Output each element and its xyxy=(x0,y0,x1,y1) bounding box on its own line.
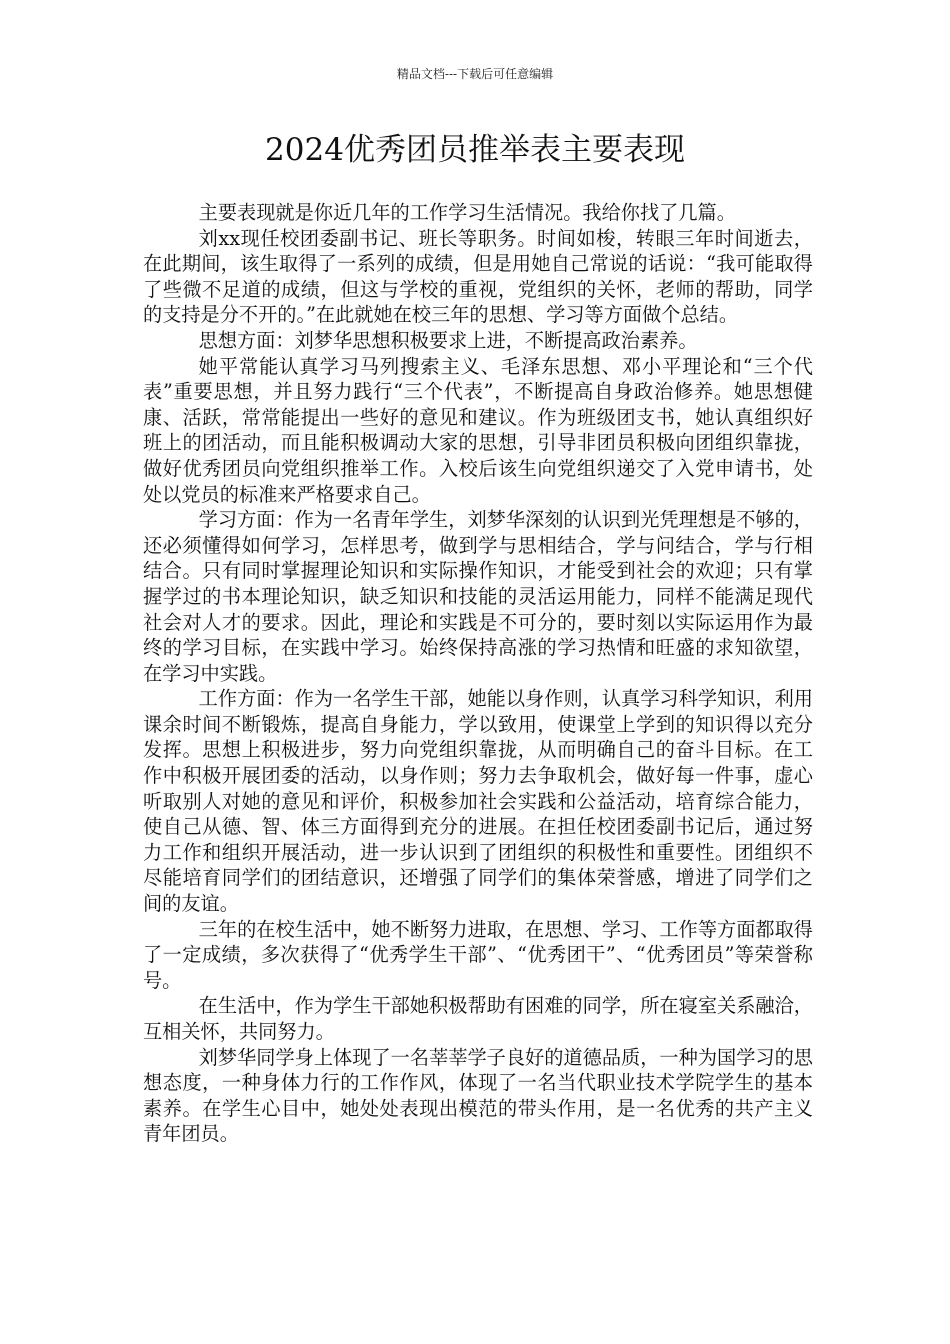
paragraph-study: 学习方面：作为一名青年学生，刘梦华深刻的认识到光凭理想是不够的，还必须懂得如何学习，怎样思考，做到学与思相结合，学与问结合，学与行相结合。只有同时掌握理论知识和实际操作知识，才能受到社会的欢迎；只有掌握学过的书本理论知识，缺乏知识和技能的灵活运用能力，同样不能满足现代社会对人才的要求。因此，理论和实践是不可分的，要时刻以实际运用作为最终的学习目标，在实践中学习。始终保持高涨的学习热情和旺盛的求知欲望，在学习中实践。 xyxy=(143,508,813,685)
paragraph-achievements: 三年的在校生活中，她不断努力进取，在思想、学习、工作等方面都取得了一定成绩，多次获得了“优秀学生干部”、“优秀团干”、“优秀团员”等荣誉称号。 xyxy=(143,917,813,992)
paragraph-life: 在生活中，作为学生干部她积极帮助有困难的同学，所在寝室关系融洽，互相关怀，共同努力。 xyxy=(143,994,813,1043)
document-body xyxy=(143,200,813,1147)
paragraph-overview: 刘xx现任校团委副书记、班长等职务。时间如梭，转眼三年时间逝去，在此期间，该生取得了一系列的成绩，但是用她自己常说的话说：“我可能取得了些微不足道的成绩，但这与学校的重视，党组织的关怀，老师的帮助，同学的支持是分不开的。”在此就她在校三年的思想、学习等方面做个总结。 xyxy=(143,226,813,327)
paragraph-work: 工作方面：作为一名学生干部，她能以身作则，认真学习科学知识，利用课余时间不断锻炼，提高自身能力，学以致用，使课堂上学到的知识得以充分发挥。思想上积极进步，努力向党组织靠拢，从而明确自己的奋斗目标。在工作中积极开展团委的活动，以身作则；努力去争取机会，做好每一件事，虚心听取别人对她的意见和评价，积极参加社会实践和公益活动，培育综合能力，使自己从德、智、体三方面得到充分的进展。在担任校团委副书记后，通过努力工作和组织开展活动，进一步认识到了团组织的积极性和重要性。团组织不尽能培育同学们的团结意识，还增强了同学们的集体荣誉感，增进了同学们之间的友谊。 xyxy=(143,687,813,916)
paragraph-conclusion: 刘梦华同学身上体现了一名莘莘学子良好的道德品质，一种为国学习的思想态度，一种身体力行的工作作风，体现了一名当代职业技术学院学生的基本素养。在学生心目中，她处处表现出模范的带头作用，是一名优秀的共产主义青年团员。 xyxy=(143,1045,813,1146)
paragraph-thought: 她平常能认真学习马列搜索主义、毛泽东思想、邓小平理论和“三个代表”重要思想，并且努力践行“三个代表”，不断提高自身政治修养。她思想健康、活跃，常常能提出一些好的意见和建议。作为班级团支书，她认真组织好班上的团活动，而且能积极调动大家的思想，引导非团员积极向团组织靠拢，做好优秀团员向党组织推举工作。入校后该生向党组织递交了入党申请书，处处以党员的标准来严格要求自己。 xyxy=(143,354,813,506)
document-title: 2024优秀团员推举表主要表现 xyxy=(265,132,685,168)
paragraph-intro: 主要表现就是你近几年的工作学习生活情况。我给你找了几篇。 xyxy=(198,201,736,224)
page-header: 精品文档---下载后可任意编辑 xyxy=(396,67,554,81)
paragraph-thought-heading: 思想方面：刘梦华思想积极要求上进，不断提高政治素养。 xyxy=(198,328,698,352)
